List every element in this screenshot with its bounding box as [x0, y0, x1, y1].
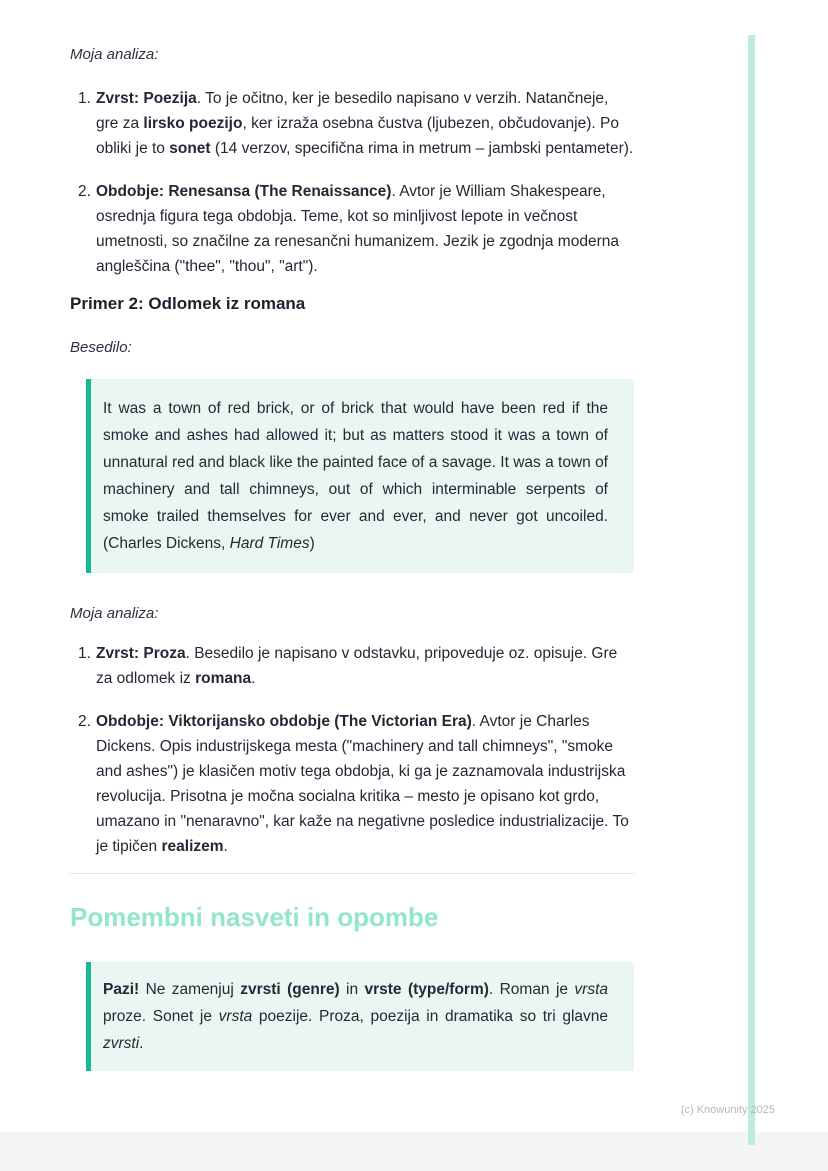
footer-copyright: (c) Knowunity 2025	[680, 1104, 775, 1116]
analysis2-label: Moja analiza:	[70, 605, 159, 622]
list-item-number: 2.	[78, 713, 91, 730]
document-content	[70, 44, 635, 1101]
list-item	[70, 641, 635, 691]
section-divider	[70, 873, 635, 874]
list-item	[70, 179, 635, 279]
page-bottom-gap	[0, 1132, 828, 1171]
analysis1-label: Moja analiza:	[70, 46, 159, 63]
quote-text: It was a town of red brick, or of brick that would have been red if the smoke and ashes had allowed it; but as matters stood it was a town of unnatural red and black like the painted face of a savage. It was a town of machinery and tall chimneys, out of which interminable serpents of smoke trailed themselves for ever and ever, and never got uncoiled. (Charles Dickens, Hard Times)	[103, 400, 608, 552]
list-item-text: Zvrst: Proza. Besedilo je napisano v odstavku, pripoveduje oz. opisuje. Gre za odlomek iz romana.	[96, 645, 618, 687]
list-item-text: Obdobje: Viktorijansko obdobje (The Victorian Era). Avtor je Charles Dickens. Opis industrijskega mesta ("machinery and tall chimneys", "smoke and ashes") je klasičen motiv tega obdobja, ki ga je zaznamovala industrijska revolucija. Prisotna je močna socialna kritika – mesto je opisano kot grdo, umazano in "nenaravno", kar kaže na negativne posledice industrializacije. To je tipičen realizem.	[96, 713, 629, 855]
analysis1-list	[70, 86, 635, 279]
list-item-number: 1.	[78, 645, 91, 662]
list-item	[70, 86, 635, 161]
besedilo-label: Besedilo:	[70, 339, 132, 356]
example2-heading: Primer 2: Odlomek iz romana	[70, 294, 306, 313]
list-item-text: Obdobje: Renesansa (The Renaissance). Avtor je William Shakespeare, osrednja figura tega obdobja. Teme, kot so minljivost lepote in večnost umetnosti, so značilne za renesančni humanizem. Jezik je zgodnja moderna angleščina ("thee", "thou", "art").	[96, 183, 619, 275]
warning-callout	[86, 962, 634, 1071]
notes-heading: Pomembni nasveti in opombe	[70, 902, 439, 932]
list-item-number: 1.	[78, 90, 91, 107]
analysis2-list	[70, 641, 635, 859]
list-item-text: Zvrst: Poezija. To je očitno, ker je besedilo napisano v verzih. Natančneje, gre za lirsko poezijo, ker izraža osebna čustva (ljubezen, občudovanje). Po obliki je to sonet (14 verzov, specifična rima in metrum – jambski pentameter).	[96, 90, 634, 157]
list-item	[70, 709, 635, 859]
list-item-number: 2.	[78, 183, 91, 200]
warning-text: Pazi! Ne zamenjuj zvrsti (genre) in vrste (type/form). Roman je vrsta proze. Sonet je vrsta poezije. Proza, poezija in dramatika so tri glavne zvrsti.	[103, 981, 608, 1052]
quote-block-dickens	[86, 379, 634, 573]
right-accent-bar	[748, 35, 755, 1145]
